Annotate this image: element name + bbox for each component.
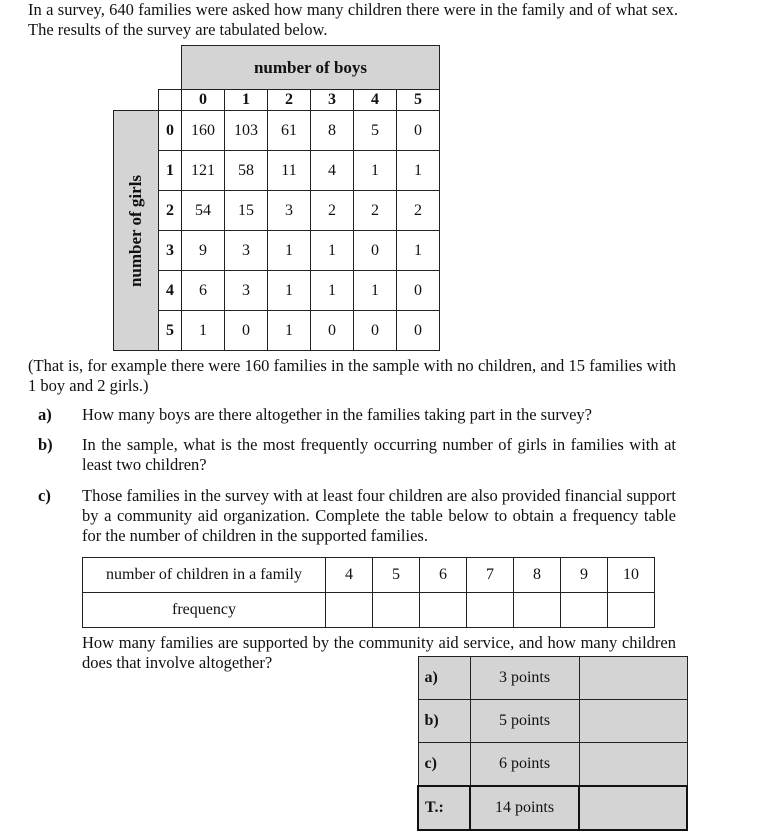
girls-header: number of girls bbox=[126, 174, 145, 287]
survey-cell: 3 bbox=[268, 191, 311, 231]
survey-cell: 1 bbox=[311, 271, 354, 311]
question-c-label: c) bbox=[38, 486, 51, 505]
question-a-label: a) bbox=[38, 405, 52, 424]
survey-cell: 0 bbox=[354, 231, 397, 271]
example-note: (That is, for example there were 160 families in the sample with no children, and 15 families with 1 boy and 2 girls.) bbox=[28, 356, 676, 395]
survey-cell: 15 bbox=[225, 191, 268, 231]
total-score-cell[interactable] bbox=[579, 786, 687, 830]
points-total-label: T.: bbox=[418, 786, 470, 830]
survey-cell: 61 bbox=[268, 111, 311, 151]
survey-cell: 3 bbox=[225, 231, 268, 271]
children-count-cell: 5 bbox=[373, 558, 420, 593]
survey-cell: 6 bbox=[182, 271, 225, 311]
frequency-answer-cell[interactable] bbox=[561, 593, 608, 628]
points-value: 3 points bbox=[470, 657, 579, 700]
question-b-text: In the sample, what is the most frequently occurring number of girls in families with at least two children? bbox=[82, 435, 676, 474]
survey-table bbox=[113, 45, 440, 351]
survey-cell: 0 bbox=[354, 311, 397, 351]
survey-cell: 121 bbox=[182, 151, 225, 191]
question-b-label: b) bbox=[38, 435, 53, 454]
intro-text: In a survey, 640 families were asked how many children there were in the family and of what sex. The results of the survey are tabulated below. bbox=[28, 0, 678, 39]
boys-col-header: 1 bbox=[225, 90, 268, 111]
children-count-cell: 6 bbox=[420, 558, 467, 593]
frequency-answer-cell[interactable] bbox=[420, 593, 467, 628]
survey-cell: 0 bbox=[225, 311, 268, 351]
survey-cell: 1 bbox=[354, 271, 397, 311]
points-value: 6 points bbox=[470, 743, 579, 787]
points-part-label: a) bbox=[418, 657, 470, 700]
frequency-answer-cell[interactable] bbox=[326, 593, 373, 628]
question-a-text: How many boys are there altogether in the families taking part in the survey? bbox=[82, 405, 592, 424]
girls-header-cell bbox=[114, 111, 159, 351]
points-value: 5 points bbox=[470, 700, 579, 743]
survey-cell: 0 bbox=[397, 311, 440, 351]
survey-cell: 3 bbox=[225, 271, 268, 311]
frequency-answer-cell[interactable] bbox=[514, 593, 561, 628]
girls-row-header: 4 bbox=[159, 271, 182, 311]
girls-row-header: 2 bbox=[159, 191, 182, 231]
girls-row-header: 5 bbox=[159, 311, 182, 351]
boys-col-header: 2 bbox=[268, 90, 311, 111]
corner-cell bbox=[159, 90, 182, 111]
frequency-answer-cell[interactable] bbox=[373, 593, 420, 628]
boys-col-header: 3 bbox=[311, 90, 354, 111]
question-c-text: Those families in the survey with at least four children are also provided financial support by a community aid organization. Complete the table below to obtain a frequency table for the number of children in the supported families. bbox=[82, 486, 676, 545]
survey-cell: 1 bbox=[354, 151, 397, 191]
survey-cell: 0 bbox=[397, 111, 440, 151]
girls-row-header: 1 bbox=[159, 151, 182, 191]
survey-cell: 0 bbox=[311, 311, 354, 351]
frequency-answer-cell[interactable] bbox=[467, 593, 514, 628]
survey-cell: 1 bbox=[268, 311, 311, 351]
points-part-label: b) bbox=[418, 700, 470, 743]
survey-cell: 8 bbox=[311, 111, 354, 151]
survey-cell: 9 bbox=[182, 231, 225, 271]
survey-cell: 1 bbox=[268, 271, 311, 311]
survey-cell: 2 bbox=[311, 191, 354, 231]
children-count-cell: 8 bbox=[514, 558, 561, 593]
frequency-answer-cell[interactable] bbox=[608, 593, 655, 628]
boys-header: number of boys bbox=[182, 46, 440, 90]
points-total-value: 14 points bbox=[470, 786, 579, 830]
score-cell[interactable] bbox=[579, 700, 687, 743]
frequency-label: frequency bbox=[83, 593, 326, 628]
points-table bbox=[417, 656, 688, 831]
children-count-cell: 10 bbox=[608, 558, 655, 593]
survey-cell: 54 bbox=[182, 191, 225, 231]
score-cell[interactable] bbox=[579, 657, 687, 700]
survey-cell: 1 bbox=[182, 311, 225, 351]
frequency-table bbox=[82, 557, 655, 628]
survey-cell: 2 bbox=[397, 191, 440, 231]
score-cell[interactable] bbox=[579, 743, 687, 787]
final-question-text: How many families are supported by the community aid service, and how many children does that involve altogether? bbox=[82, 633, 676, 672]
children-count-cell: 7 bbox=[467, 558, 514, 593]
survey-cell: 58 bbox=[225, 151, 268, 191]
boys-col-header: 4 bbox=[354, 90, 397, 111]
survey-cell: 1 bbox=[311, 231, 354, 271]
survey-cell: 103 bbox=[225, 111, 268, 151]
survey-cell: 4 bbox=[311, 151, 354, 191]
survey-cell: 5 bbox=[354, 111, 397, 151]
children-count-cell: 9 bbox=[561, 558, 608, 593]
survey-cell: 1 bbox=[397, 151, 440, 191]
girls-row-header: 3 bbox=[159, 231, 182, 271]
girls-row-header: 0 bbox=[159, 111, 182, 151]
survey-cell: 2 bbox=[354, 191, 397, 231]
survey-cell: 0 bbox=[397, 271, 440, 311]
survey-cell: 1 bbox=[268, 231, 311, 271]
boys-col-header: 5 bbox=[397, 90, 440, 111]
survey-cell: 1 bbox=[397, 231, 440, 271]
survey-cell: 160 bbox=[182, 111, 225, 151]
children-count-cell: 4 bbox=[326, 558, 373, 593]
points-part-label: c) bbox=[418, 743, 470, 787]
boys-col-header: 0 bbox=[182, 90, 225, 111]
survey-cell: 11 bbox=[268, 151, 311, 191]
children-count-label: number of children in a family bbox=[83, 558, 326, 593]
